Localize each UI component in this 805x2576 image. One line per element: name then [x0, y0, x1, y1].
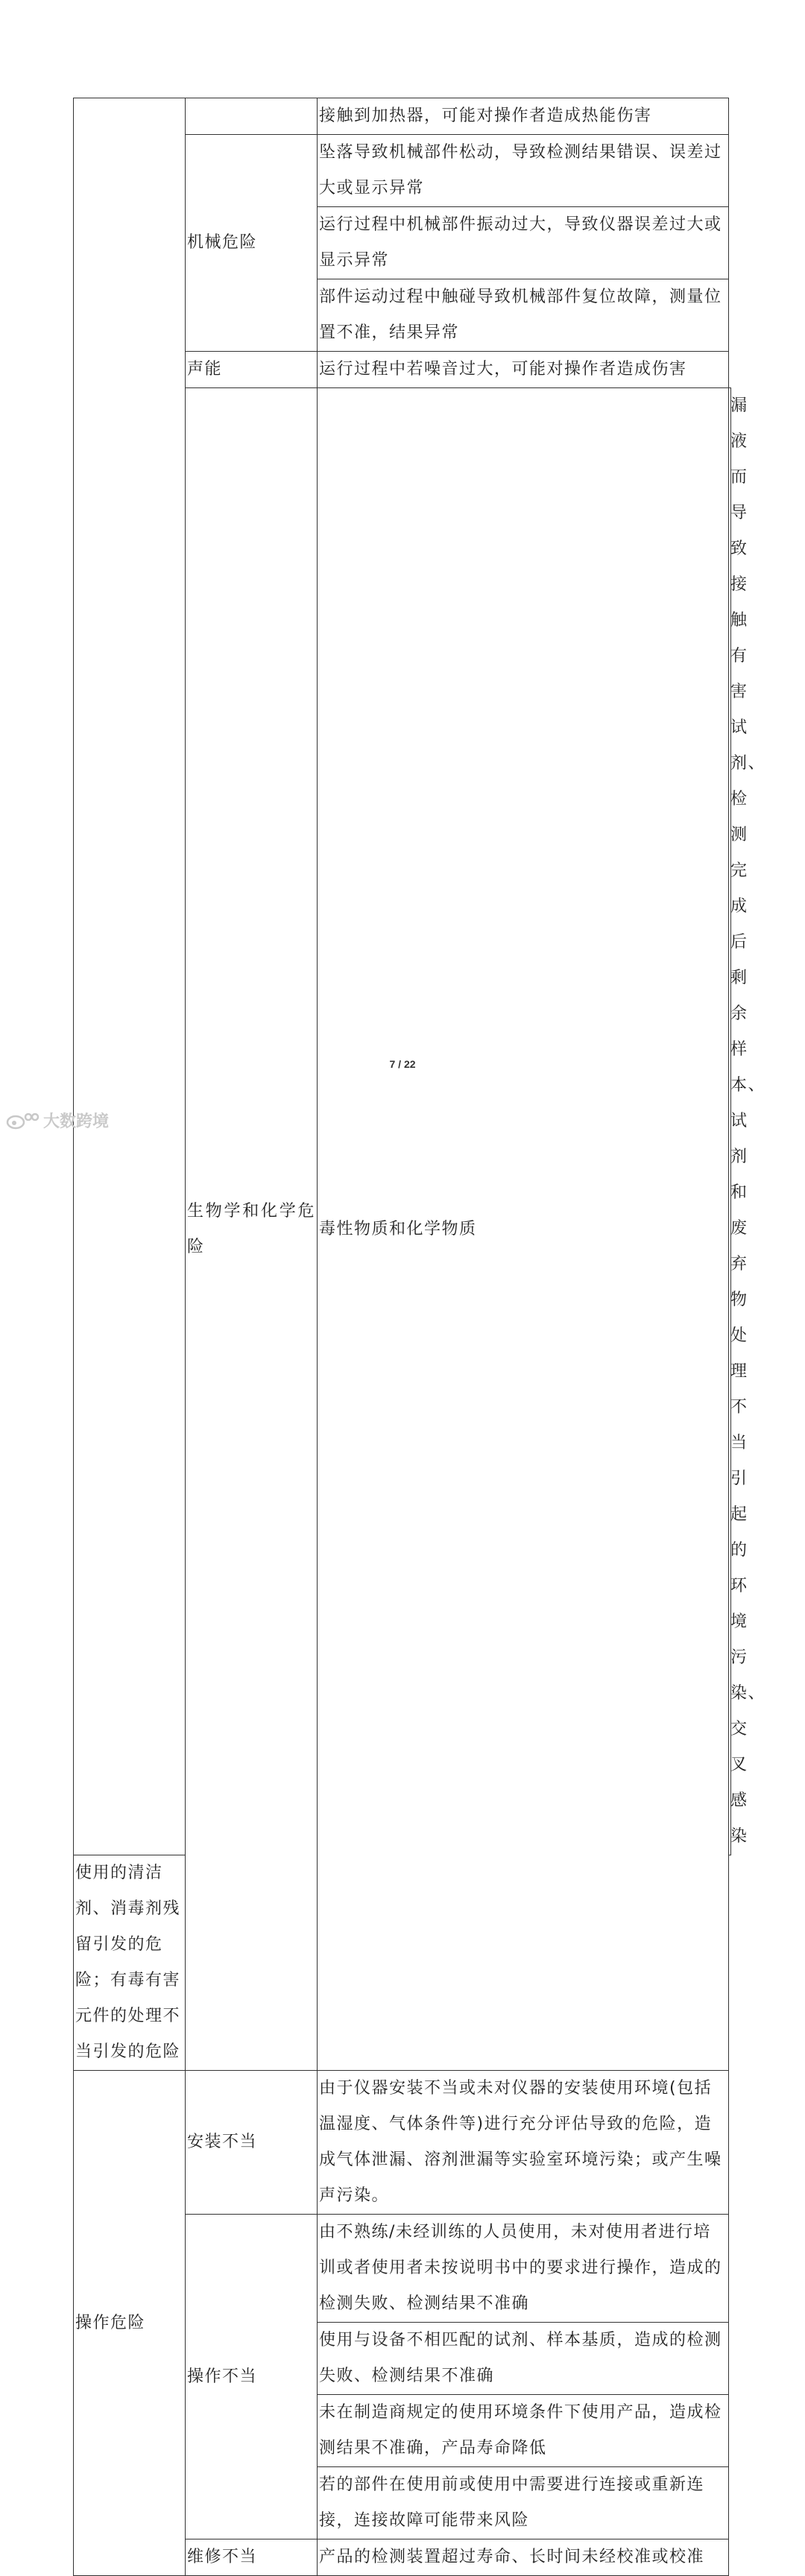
subcategory-mechanical: 机械危险	[186, 135, 318, 352]
table-row	[74, 2071, 731, 2215]
hazard-desc: 运行过程中若噪音过大，可能对操作者造成伤害	[318, 352, 729, 388]
table-row	[74, 98, 731, 135]
subcategory-install: 安装不当	[186, 2071, 318, 2215]
hazard-table	[73, 98, 766, 2576]
watermark	[6, 1109, 109, 1132]
watermark-text: 大数跨境	[43, 1113, 110, 1131]
weibo-logo-icon	[6, 1111, 39, 1130]
hazard-desc: 若的部件在使用前或使用中需要进行连接或重新连接，连接故障可能带来风险	[318, 2467, 729, 2539]
hazard-desc: 由不熟练/未经训练的人员使用，未对使用者进行培训或者使用者未按说明书中的要求进行操作，造成的检测失败、检测结果不准确	[318, 2215, 729, 2323]
hazard-desc: 使用与设备不相匹配的试剂、样本基质，造成的检测失败、检测结果不准确	[318, 2323, 729, 2395]
subcategory-operate: 操作不当	[186, 2215, 318, 2539]
hazard-desc: 使用的清洁剂、消毒剂残留引发的危险；有毒有害元件的处理不当引发的危险	[74, 1855, 186, 2071]
category-cell-empty	[74, 98, 186, 1855]
hazard-desc: 部件运动过程中触碰导致机械部件复位故障，测量位置不准，结果异常	[318, 279, 729, 352]
hazard-desc: 由于仪器安装不当或未对仪器的安装使用环境(包括温湿度、气体条件等)进行充分评估导致的危险，造成气体泄漏、溶剂泄漏等实验室环境污染；或产生噪声污染。	[318, 2071, 729, 2215]
hazard-desc: 接触到加热器，可能对操作者造成热能伤害	[318, 98, 729, 135]
page-number: 7 / 22	[389, 1058, 416, 1070]
subcategory-toxic: 毒性物质和化学物质	[318, 388, 729, 2071]
hazard-desc: 未在制造商规定的使用环境条件下使用产品，造成检测结果不准确，产品寿命降低	[318, 2395, 729, 2467]
hazard-desc: 产品的检测装置超过寿命、长时间未经校准或校准	[318, 2539, 729, 2576]
subcategory-maintain: 维修不当	[186, 2539, 318, 2576]
category-bio-chem: 生物学和化学危险	[186, 388, 318, 2071]
category-operation: 操作危险	[74, 2071, 186, 2576]
hazard-desc: 运行过程中机械部件振动过大，导致仪器误差过大或显示异常	[318, 207, 729, 279]
subcategory-sound: 声能	[186, 352, 318, 388]
hazard-desc: 坠落导致机械部件松动，导致检测结果错误、误差过大或显示异常	[318, 135, 729, 207]
hazard-desc: 漏液而导致接触有害试剂、检测完成后剩余样本、试剂和废弃物处理不当引起的环境污染、交叉感染	[729, 388, 731, 1855]
subcategory-cell-empty	[186, 98, 318, 135]
